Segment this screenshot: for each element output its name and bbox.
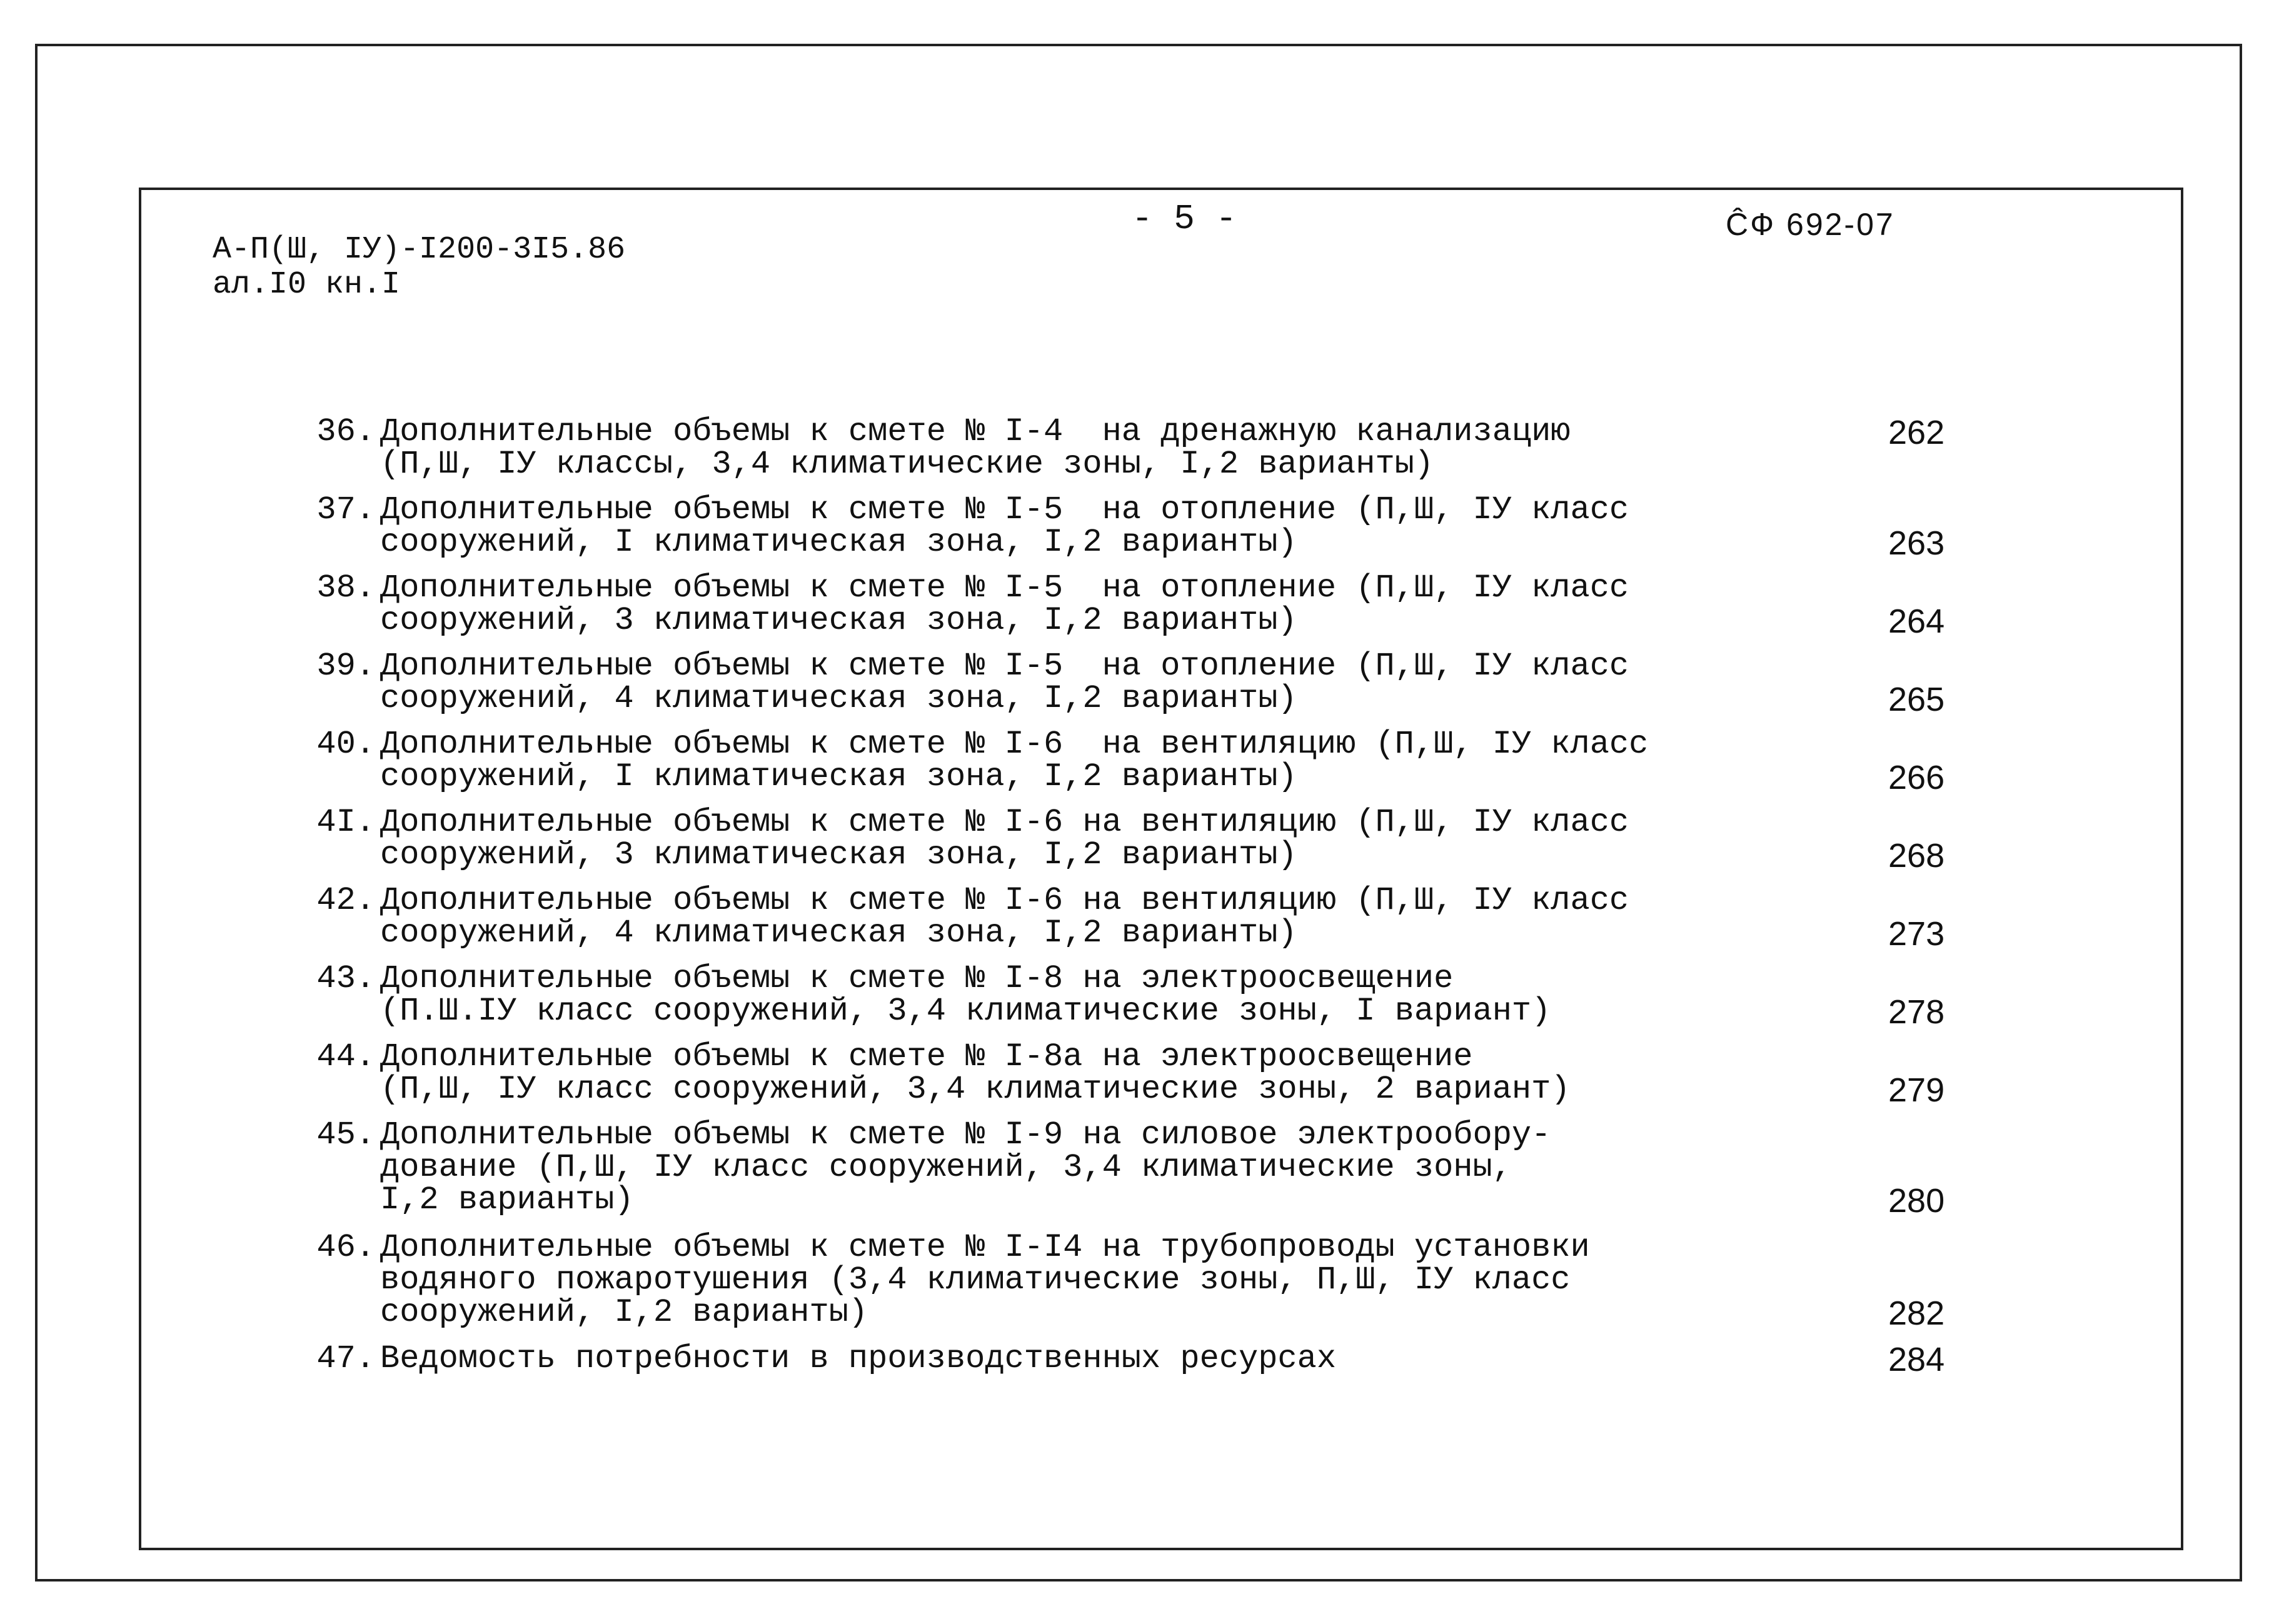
- entry-title: [380, 960, 1551, 1030]
- entry-title: [380, 1038, 1571, 1108]
- entry-title-line: водяного пожаротушения (3,4 климатические зоны, П,Ш, IУ класс: [380, 1261, 1571, 1298]
- entry-number: 37.: [316, 491, 375, 528]
- entry-number: 4I.: [316, 804, 375, 841]
- entry-number: 42.: [316, 882, 375, 919]
- entry-title: [380, 806, 1629, 871]
- entry-title-line: Дополнительные объемы к смете № I-5 на отопление (П,Ш, IУ класс: [380, 569, 1629, 606]
- entry-title-line: Дополнительные объемы к смете № I-8а на электроосвещение: [380, 1038, 1473, 1075]
- page-number: - 5 -: [1132, 199, 1237, 239]
- entry-title: [380, 882, 1629, 951]
- entry-number: 44.: [316, 1038, 375, 1075]
- entry-title: [380, 650, 1629, 715]
- entry-page: 263: [1888, 524, 1945, 562]
- entry-number: 40.: [316, 726, 375, 763]
- entry-page: 282: [1888, 1295, 1945, 1332]
- entry-title-line: I,2 варианты): [380, 1181, 634, 1218]
- entry-page: 280: [1888, 1182, 1945, 1220]
- entry-title-line: Дополнительные объемы к смете № I-I4 на трубопроводы установки: [380, 1229, 1590, 1266]
- entry-title: [380, 491, 1629, 561]
- entry-page: 265: [1888, 681, 1945, 718]
- entry-page: 273: [1888, 915, 1945, 953]
- entry-title-line: сооружений, I климатическая зона, I,2 варианты): [380, 524, 1297, 561]
- document-code-line-2: ал.I0 кн.I: [213, 267, 401, 303]
- entry-number: 39.: [316, 648, 375, 684]
- entry-number: 36.: [316, 413, 375, 450]
- entry-title-line: Дополнительные объемы к смете № I-6 на вентиляцию (П,Ш, IУ класс: [380, 882, 1629, 919]
- entry-page: 279: [1888, 1071, 1945, 1109]
- entry-page: 268: [1888, 837, 1945, 875]
- entry-title-line: Дополнительные объемы к смете № I-8 на электроосвещение: [380, 960, 1454, 997]
- entry-title: [380, 1340, 1337, 1377]
- entry-number: 43.: [316, 960, 375, 997]
- entry-title-line: Дополнительные объемы к смете № I-5 на отопление (П,Ш, IУ класс: [380, 491, 1629, 528]
- entry-number: 45.: [316, 1116, 375, 1153]
- entry-title-line: дование (П,Ш, IУ класс сооружений, 3,4 климатические зоны,: [380, 1149, 1512, 1186]
- entry-title-line: Дополнительные объемы к смете № I-6 на вентиляцию (П,Ш, IУ класс: [380, 726, 1649, 763]
- entry-page: 278: [1888, 993, 1945, 1031]
- entry-page: 266: [1888, 759, 1945, 796]
- entry-title-line: Дополнительные объемы к смете № I-6 на вентиляцию (П,Ш, IУ класс: [380, 804, 1629, 841]
- entry-title: [380, 728, 1648, 793]
- entry-title-line: сооружений, 4 климатическая зона, I,2 варианты): [380, 680, 1297, 717]
- entry-title-line: сооружений, 3 климатическая зона, I,2 варианты): [380, 602, 1297, 639]
- entry-number: 47.: [316, 1340, 375, 1377]
- entry-title-line: сооружений, 4 климатическая зона, I,2 варианты): [380, 915, 1297, 951]
- entry-page: 262: [1888, 414, 1945, 451]
- entry-title-line: (П.Ш.IУ класс сооружений, 3,4 климатические зоны, I вариант): [380, 993, 1551, 1030]
- entry-title-line: Дополнительные объемы к смете № I-5 на отопление (П,Ш, IУ класс: [380, 648, 1629, 684]
- entry-title-line: (П,Ш, IУ класс сооружений, 3,4 климатические зоны, 2 вариант): [380, 1071, 1571, 1108]
- entry-title-line: Дополнительные объемы к смете № I-9 на силовое электрообору-: [380, 1116, 1551, 1153]
- entry-title-line: Дополнительные объемы к смете № I-4 на дренажную канализацию: [380, 413, 1571, 450]
- entry-title: [380, 1116, 1551, 1218]
- entry-number: 46.: [316, 1229, 375, 1266]
- entry-title: [380, 413, 1571, 483]
- entry-title-line: сооружений, 3 климатическая зона, I,2 варианты): [380, 836, 1297, 873]
- entry-number: 38.: [316, 569, 375, 606]
- archive-stamp: ĈФ 692-07: [1726, 207, 1895, 242]
- entry-title: [380, 1231, 1590, 1329]
- entry-title-line: (П,Ш, IУ классы, 3,4 климатические зоны, I,2 варианты): [380, 446, 1434, 483]
- document-code-line-1: А-П(Ш, IУ)-I200-3I5.86: [213, 232, 626, 268]
- entry-title-line: сооружений, I,2 варианты): [380, 1294, 868, 1331]
- entry-title: [380, 569, 1629, 639]
- entry-title-line: Ведомость потребности в производственных ресурсах: [380, 1340, 1337, 1377]
- entry-title-line: сооружений, I климатическая зона, I,2 варианты): [380, 758, 1297, 795]
- entry-page: 284: [1888, 1341, 1945, 1378]
- document-code: [213, 233, 625, 303]
- entry-page: 264: [1888, 603, 1945, 640]
